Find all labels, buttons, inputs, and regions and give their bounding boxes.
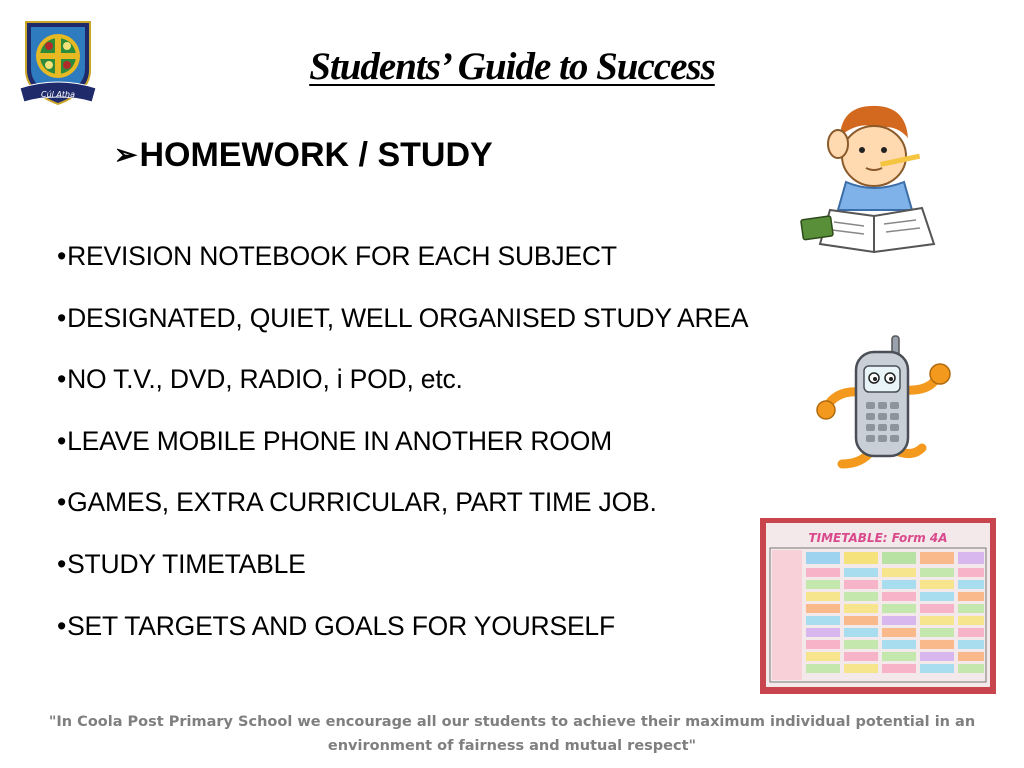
bullet-item: • SET TARGETS AND GOALS FOR YOURSELF [57,606,748,668]
crest-banner-text: Cúl Atha [40,90,76,99]
bullet-item: • DESIGNATED, QUIET, WELL ORGANISED STUDY AREA [57,298,748,360]
section-heading [114,136,493,175]
slide-title: Students’ Guide to Success [309,45,715,88]
boy-studying-icon [800,98,950,258]
arrow-bullet-icon: ➢ [114,139,138,170]
bullet-item: • STUDY TIMETABLE [57,544,748,606]
running-phone-icon [812,332,952,480]
bullet-item: • GAMES, EXTRA CURRICULAR, PART TIME JOB. [57,482,748,544]
footer-quote: "In Coola Post Primary School we encourage all our students to achieve their maximum individual potential in an environment of fairness and mutual respect" [48,714,976,754]
timetable-poster-heading: TIMETABLE: Form 4A [808,531,948,545]
bullet-list [57,236,748,667]
timetable-poster-icon [760,518,996,694]
bullet-item: • REVISION NOTEBOOK FOR EACH SUBJECT [57,236,748,298]
section-heading-text: HOMEWORK / STUDY [139,136,493,174]
bullet-item: • NO T.V., DVD, RADIO, i POD, etc. [57,359,748,421]
bullet-item: • LEAVE MOBILE PHONE IN ANOTHER ROOM [57,421,748,483]
